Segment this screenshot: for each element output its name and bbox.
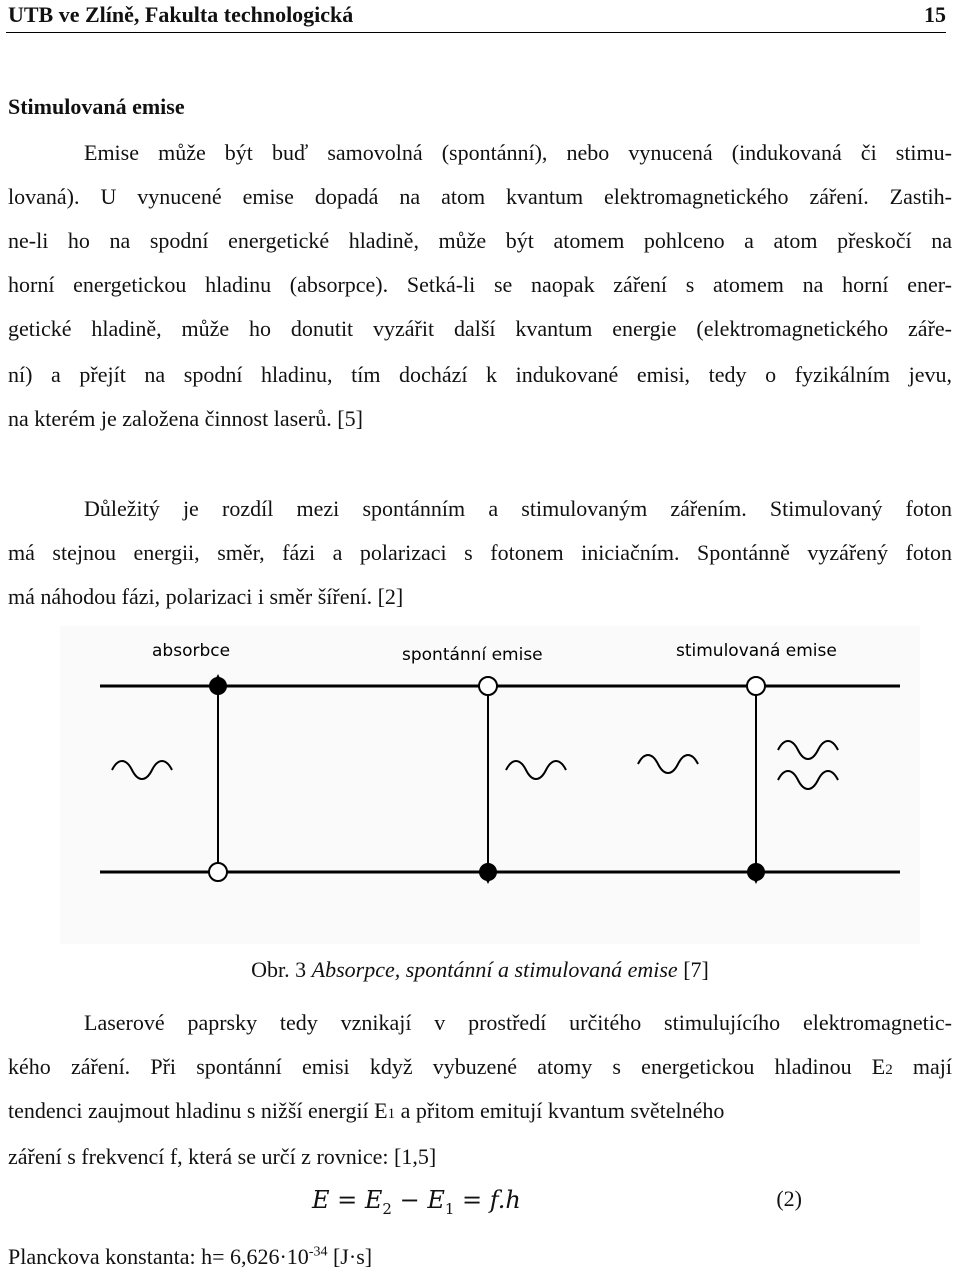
label-stimulated: stimulovaná emise — [676, 641, 837, 661]
figure-caption — [0, 957, 960, 983]
paragraph-line: Emise může být buď samovolná (spontánní), nebo vynucená (indukovaná či stimu- — [84, 140, 952, 165]
electron-empty — [209, 863, 227, 881]
label-absorption: absorbce — [152, 641, 231, 661]
label-spontaneous: spontánní emise — [402, 645, 543, 665]
paragraph-line: ne-li ho na spodní energetické hladině, může být atomem pohlceno a atom přeskočí na — [8, 228, 952, 253]
text-run: tendenci zaujmout hladinu s nižší energií E — [8, 1098, 388, 1123]
eq-part: E = E — [312, 1186, 383, 1214]
electron-empty — [747, 677, 765, 695]
paragraph-line: lovaná). U vynucené emise dopadá na atom kvantum elektromagnetického záření. Zastih- — [8, 184, 952, 209]
eq-part: = f.h — [454, 1186, 521, 1214]
subscript: 2 — [885, 1062, 893, 1078]
page-header — [6, 0, 946, 33]
paragraph-line: Laserové paprsky tedy vznikají v prostředí určitého stimulujícího elektromagnetic- — [84, 1010, 952, 1035]
text-run: a přitom emitují kvantum světelného — [395, 1098, 725, 1123]
paragraph-line: Důležitý je rozdíl mezi spontánním a stimulovaným zářením. Stimulovaný foton — [84, 496, 952, 521]
stimulated-photon-wave — [778, 771, 838, 789]
paragraph-line: záření s frekvencí f, která se určí z rovnice: [1,5] — [8, 1144, 437, 1169]
caption-ref: [7] — [677, 957, 709, 982]
planck-unit: [J·s] — [327, 1244, 373, 1269]
eq-subscript: 2 — [382, 1199, 392, 1218]
equation-number: (2) — [776, 1186, 802, 1211]
equation — [312, 1186, 521, 1218]
eq-subscript: 1 — [444, 1199, 455, 1218]
paragraph-line — [8, 1052, 952, 1085]
page-number: 15 — [924, 2, 946, 27]
paragraph-line: ní) a přejít na spodní hladinu, tím dochází k indukované emisi, tedy o fyzikálním jevu, — [8, 362, 952, 387]
photon-wave — [112, 761, 172, 779]
planck-constant — [8, 1244, 372, 1270]
paragraph-line: horní energetickou hladinu (absorpce). Setká-li se naopak záření s atomem na horní ener- — [8, 272, 952, 297]
eq-part: − E — [391, 1186, 445, 1214]
text-run: mají — [892, 1054, 952, 1079]
paragraph-line: má stejnou energii, směr, fázi a polarizaci s fotonem iniciačním. Spontánně vyzářený foton — [8, 540, 952, 565]
subscript: 1 — [387, 1106, 396, 1122]
caption-prefix: Obr. 3 — [251, 957, 312, 982]
section-title: Stimulovaná emise — [8, 94, 185, 119]
planck-exponent: -34 — [308, 1244, 328, 1260]
paragraph-line: getické hladině, může ho donutit vyzářit další kvantum energie (elektromagnetického záře- — [8, 316, 952, 341]
incoming-photon-wave — [638, 755, 698, 773]
paragraph-line — [8, 1096, 952, 1129]
electron-empty — [479, 677, 497, 695]
caption-title: Absorpce, spontánní a stimulovaná emise — [311, 957, 678, 982]
header-title: UTB ve Zlíně, Fakulta technologická — [8, 2, 354, 27]
photon-wave — [506, 761, 566, 779]
emission-diagram — [60, 626, 920, 944]
stimulated-photon-wave — [778, 741, 838, 759]
paragraph-line: má náhodou fázi, polarizaci i směr šíření. [2] — [8, 584, 404, 609]
text-run: kého záření. Při spontánní emisi když vybuzené atomy s energetickou hladinou E — [8, 1054, 886, 1079]
paragraph-line: na kterém je založena činnost laserů. [5] — [8, 406, 363, 431]
planck-text: Planckova konstanta: h= 6,626·10 — [8, 1244, 309, 1269]
